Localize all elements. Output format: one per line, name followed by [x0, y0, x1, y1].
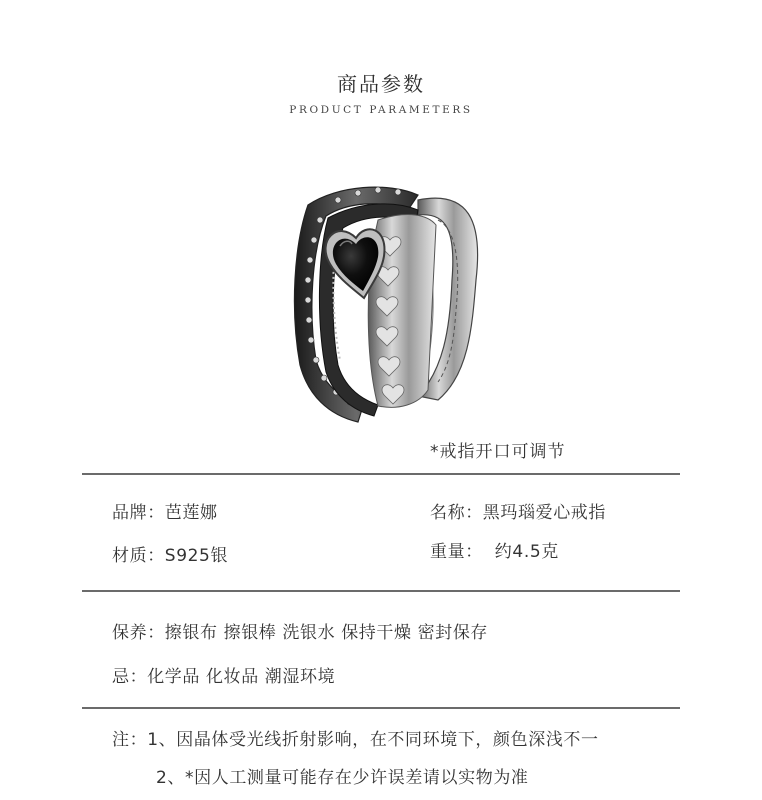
section-subtitle: PRODUCT PARAMETERS: [289, 104, 473, 116]
divider-middle: [82, 590, 680, 592]
care-avoid: 忌：化学品 化妆品 潮湿环境: [112, 667, 336, 687]
spec-material: 材质：S925银: [112, 546, 229, 566]
note-color-variance: 注：1、因晶体受光线折射影响，在不同环境下，颜色深浅不一: [112, 730, 599, 750]
spec-name: 名称：黑玛瑙爱心戒指: [430, 503, 606, 523]
spec-brand: 品牌：芭莲娜: [112, 503, 218, 523]
divider-bottom: [82, 707, 680, 709]
note-measurement-error: 2、*因人工测量可能存在少许误差请以实物为准: [156, 768, 529, 788]
section-title: 商品参数: [337, 72, 425, 96]
spec-weight: 重量： 约4.5克: [430, 542, 559, 562]
care-maintenance: 保养：擦银布 擦银棒 洗银水 保持干燥 密封保存: [112, 623, 489, 643]
ring-photo: [268, 160, 504, 432]
adjustable-note: *戒指开口可调节: [430, 442, 566, 462]
divider-top: [82, 473, 680, 475]
